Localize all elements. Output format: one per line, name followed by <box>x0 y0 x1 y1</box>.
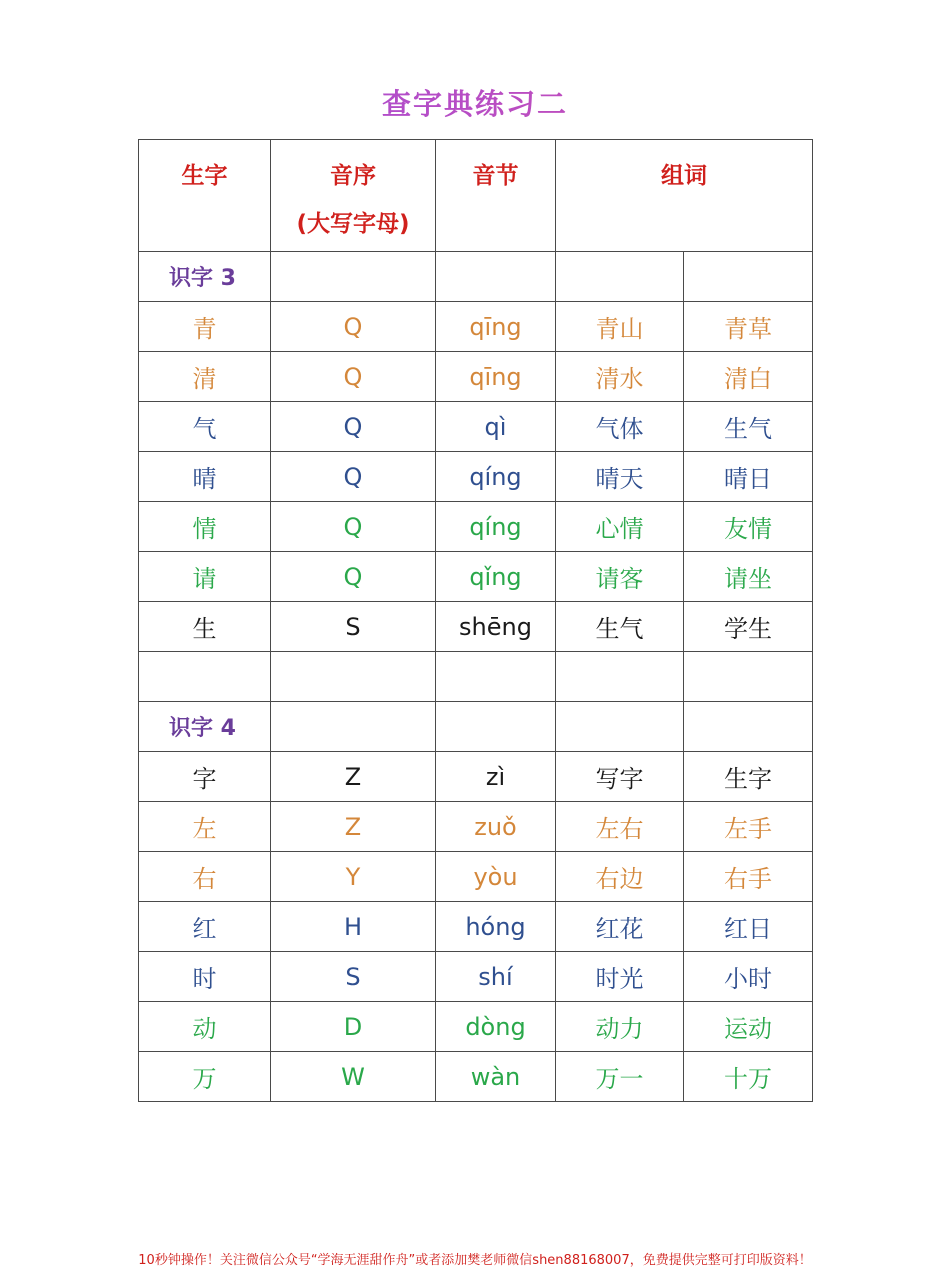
order-cell: Q <box>271 452 436 502</box>
word2-cell: 青草 <box>684 302 813 352</box>
word2-cell: 十万 <box>684 1052 813 1102</box>
section-label: 识字 3 <box>139 252 271 302</box>
word1-cell: 生气 <box>556 602 684 652</box>
pinyin-cell: dòng <box>436 1002 556 1052</box>
empty-cell <box>139 652 271 702</box>
page-title: 查字典练习二 <box>0 82 950 123</box>
blank-row <box>139 652 813 702</box>
pinyin-cell: zuǒ <box>436 802 556 852</box>
table-row <box>139 752 813 802</box>
empty-cell <box>684 252 813 302</box>
header-char: 生字 <box>139 140 271 252</box>
char-cell: 右 <box>139 852 271 902</box>
table-row <box>139 902 813 952</box>
word1-cell: 请客 <box>556 552 684 602</box>
empty-cell <box>684 702 813 752</box>
header-words: 组词 <box>556 140 813 252</box>
order-cell: H <box>271 902 436 952</box>
order-cell: Y <box>271 852 436 902</box>
empty-cell <box>436 702 556 752</box>
word1-cell: 清水 <box>556 352 684 402</box>
footer-note: 10秒钟操作！关注微信公众号“学海无涯甜作舟”或者添加樊老师微信shen88168007，免费提供完整可打印版资料！ <box>138 1253 812 1268</box>
empty-cell <box>271 252 436 302</box>
pinyin-cell: wàn <box>436 1052 556 1102</box>
table-row <box>139 502 813 552</box>
pinyin-cell: shēng <box>436 602 556 652</box>
word2-cell: 小时 <box>684 952 813 1002</box>
word2-cell: 晴日 <box>684 452 813 502</box>
word1-cell: 万一 <box>556 1052 684 1102</box>
pinyin-cell: qì <box>436 402 556 452</box>
char-cell: 情 <box>139 502 271 552</box>
header-row <box>139 140 813 252</box>
word2-cell: 运动 <box>684 1002 813 1052</box>
empty-cell <box>556 702 684 752</box>
word2-cell: 友情 <box>684 502 813 552</box>
char-cell: 生 <box>139 602 271 652</box>
header-pinyin: 音节 <box>436 140 556 252</box>
order-cell: Q <box>271 552 436 602</box>
order-cell: Q <box>271 502 436 552</box>
table-row <box>139 452 813 502</box>
table-row <box>139 552 813 602</box>
char-cell: 请 <box>139 552 271 602</box>
word1-cell: 时光 <box>556 952 684 1002</box>
table-row <box>139 952 813 1002</box>
word2-cell: 左手 <box>684 802 813 852</box>
word1-cell: 红花 <box>556 902 684 952</box>
char-cell: 红 <box>139 902 271 952</box>
char-cell: 青 <box>139 302 271 352</box>
empty-cell <box>436 252 556 302</box>
word1-cell: 左右 <box>556 802 684 852</box>
word2-cell: 红日 <box>684 902 813 952</box>
order-cell: Z <box>271 802 436 852</box>
word2-cell: 学生 <box>684 602 813 652</box>
table-row <box>139 1052 813 1102</box>
word2-cell: 请坐 <box>684 552 813 602</box>
section-row <box>139 252 813 302</box>
word1-cell: 晴天 <box>556 452 684 502</box>
word2-cell: 生气 <box>684 402 813 452</box>
pinyin-cell: yòu <box>436 852 556 902</box>
pinyin-cell: qíng <box>436 502 556 552</box>
section-label: 识字 4 <box>139 702 271 752</box>
empty-cell <box>556 252 684 302</box>
table-row <box>139 402 813 452</box>
header-order-line2: (大写字母) <box>296 211 410 237</box>
empty-cell <box>556 652 684 702</box>
order-cell: Q <box>271 302 436 352</box>
order-cell: Q <box>271 352 436 402</box>
table-row <box>139 852 813 902</box>
empty-cell <box>271 702 436 752</box>
word1-cell: 动力 <box>556 1002 684 1052</box>
char-cell: 动 <box>139 1002 271 1052</box>
char-cell: 时 <box>139 952 271 1002</box>
char-cell: 清 <box>139 352 271 402</box>
empty-cell <box>684 652 813 702</box>
dictionary-table <box>138 139 813 1102</box>
char-cell: 字 <box>139 752 271 802</box>
order-cell: S <box>271 602 436 652</box>
empty-cell <box>271 652 436 702</box>
word2-cell: 生字 <box>684 752 813 802</box>
order-cell: D <box>271 1002 436 1052</box>
pinyin-cell: zì <box>436 752 556 802</box>
pinyin-cell: qǐng <box>436 552 556 602</box>
char-cell: 气 <box>139 402 271 452</box>
word1-cell: 右边 <box>556 852 684 902</box>
order-cell: W <box>271 1052 436 1102</box>
word1-cell: 心情 <box>556 502 684 552</box>
order-cell: S <box>271 952 436 1002</box>
word1-cell: 青山 <box>556 302 684 352</box>
table-row <box>139 352 813 402</box>
section-row <box>139 702 813 752</box>
pinyin-cell: qīng <box>436 352 556 402</box>
char-cell: 万 <box>139 1052 271 1102</box>
word1-cell: 气体 <box>556 402 684 452</box>
word2-cell: 右手 <box>684 852 813 902</box>
order-cell: Q <box>271 402 436 452</box>
char-cell: 左 <box>139 802 271 852</box>
pinyin-cell: qíng <box>436 452 556 502</box>
header-order-line1: 音序 <box>330 163 376 189</box>
word2-cell: 清白 <box>684 352 813 402</box>
pinyin-cell: hóng <box>436 902 556 952</box>
table-row <box>139 802 813 852</box>
empty-cell <box>436 652 556 702</box>
word1-cell: 写字 <box>556 752 684 802</box>
order-cell: Z <box>271 752 436 802</box>
pinyin-cell: qīng <box>436 302 556 352</box>
table-row <box>139 1002 813 1052</box>
header-order <box>271 140 436 252</box>
table-row <box>139 302 813 352</box>
char-cell: 晴 <box>139 452 271 502</box>
table-row <box>139 602 813 652</box>
pinyin-cell: shí <box>436 952 556 1002</box>
